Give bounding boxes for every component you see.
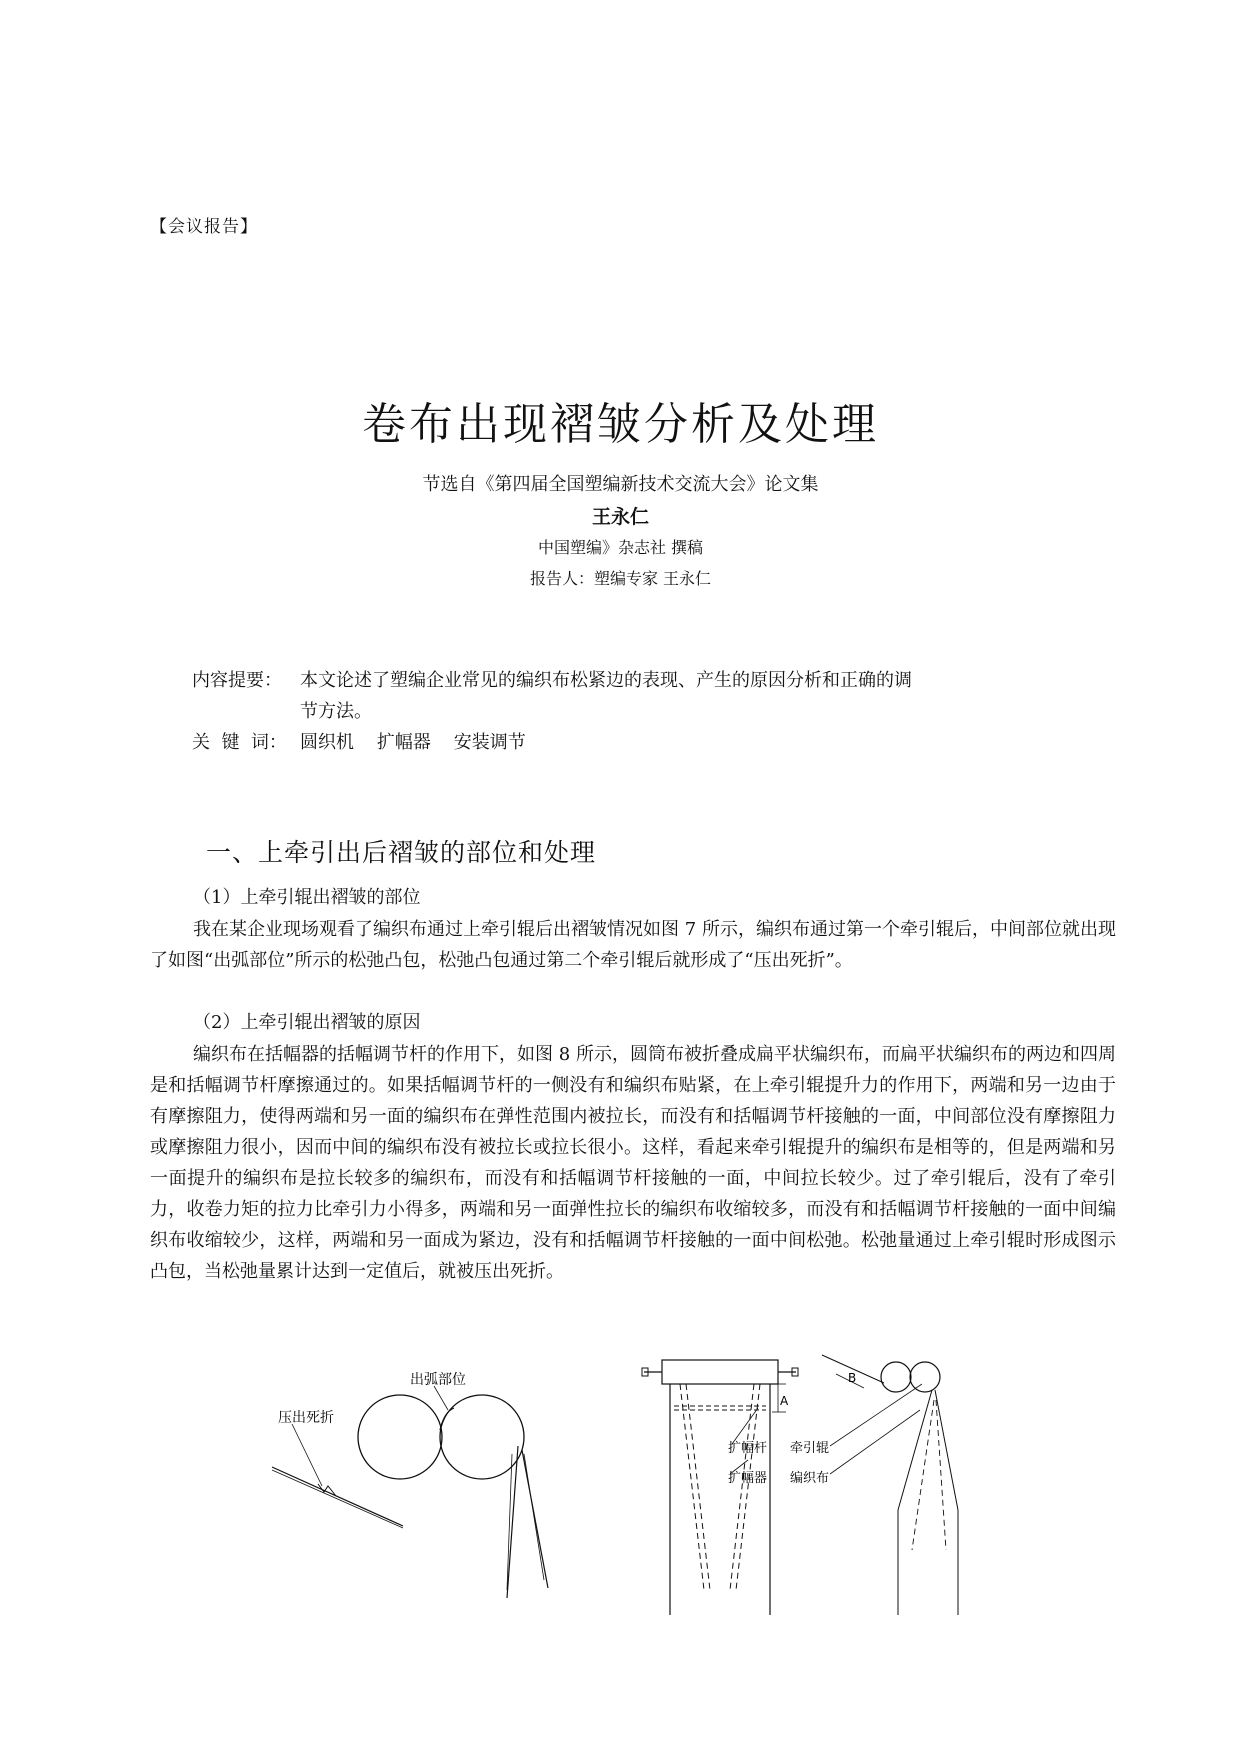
publisher-line: 中国塑编》杂志社 撰稿 (537, 538, 704, 557)
keywords-label: 关 键 词： (192, 732, 287, 753)
abstract-text-line2: 节方法。 (300, 701, 372, 722)
arc-leader (434, 1386, 448, 1410)
figure-8-spreader-diagram (640, 1350, 980, 1620)
figure-7-roller-diagram (260, 1350, 580, 1610)
page-title: 卷布出现褶皱分析及处理 (362, 399, 879, 450)
paragraph-1: 我在某企业现场观看了编织布通过上牵引辊后出褶皱情况如图 7 所示，编织布通过第一个牵引辊后，中间部位就出现了如图“出弧部位”所示的松弛凸包，松弛凸包通过第二个牵引辊后就形成了“压出死折”。 (150, 919, 1116, 971)
subheading-2: （2）上牵引辊出褶皱的原因 (193, 1012, 421, 1033)
spreader-left (680, 1384, 704, 1590)
first-roller (358, 1395, 442, 1479)
label-roller: 牵引辊 (790, 1441, 830, 1456)
keywords-text: 圆织机 扩幅器 安装调节 (300, 732, 526, 753)
spreader-right (736, 1384, 760, 1590)
fabric-down-right (522, 1450, 548, 1588)
source-line: 节选自《第四届全国塑编新技术交流大会》论文集 (422, 474, 819, 495)
abstract-label: 内容提要： (192, 670, 282, 691)
label-rod: 扩幅杆 (728, 1441, 768, 1456)
label-b: B (848, 1371, 857, 1385)
reporter-line: 报告人：塑编专家 王永仁 (529, 569, 712, 588)
side-roller-2 (910, 1362, 940, 1392)
label-arc: 出弧部位 (410, 1372, 466, 1388)
abstract-text-line1: 本文论述了塑编企业常见的编织布松紧边的表现、产生的原因分析和正确的调 (300, 670, 912, 691)
label-spreader: 扩幅器 (728, 1471, 768, 1486)
label-fabric: 编织布 (790, 1471, 830, 1486)
label-fold: 压出死折 (278, 1410, 334, 1426)
author: 王永仁 (591, 506, 649, 528)
side-fabric-right (935, 1390, 958, 1510)
paragraph-2: 编织布在括幅器的括幅调节杆的作用下，如图 8 所示，圆筒布被折叠成扁平状编织布，而扁平状编织布的两边和四周是和括幅调节杆摩擦通过的。如果括幅调节杆的一侧没有和编织布贴紧，在上牵引辊提升力的作用下，两端和另一边由于有摩擦阻力，使得两端和另一面的编织布在弹性范围内被拉长，而没有和括幅调节杆接触的一面，中间部位没有摩擦阻力或摩擦阻力很小，因而中间的编织布没有被拉长或拉长很小。这样，看起来牵引辊提升的编织布是相等的，但是两端和另一面提升的编织布是拉长较多的编织布，而没有和括幅调节杆接触的一面，中间拉长较少。过了牵引辊后，没有了牵引力，收卷力矩的拉力比牵引力小得多，两端和另一面弹性拉长的编织布收缩较多，而没有和括幅调节杆接触的一面中间编织布收缩较少，这样，两端和另一面成为紧边，没有和括幅调节杆接触的一面中间松弛。松弛量通过上牵引辊时形成图示凸包，当松弛量累计达到一定值后，就被压出死折。 (150, 1044, 1116, 1282)
subheading-1: （1）上牵引辊出褶皱的部位 (193, 887, 421, 908)
top-roller-bar (662, 1360, 778, 1384)
arc-bulge (440, 1408, 454, 1430)
side-roller-1 (881, 1362, 911, 1392)
fold-leader (292, 1424, 322, 1486)
section-heading: 一、上牵引出后褶皱的部位和处理 (206, 838, 597, 867)
section-tag: 【会议报告】 (150, 217, 258, 237)
label-a: A (780, 1394, 789, 1408)
